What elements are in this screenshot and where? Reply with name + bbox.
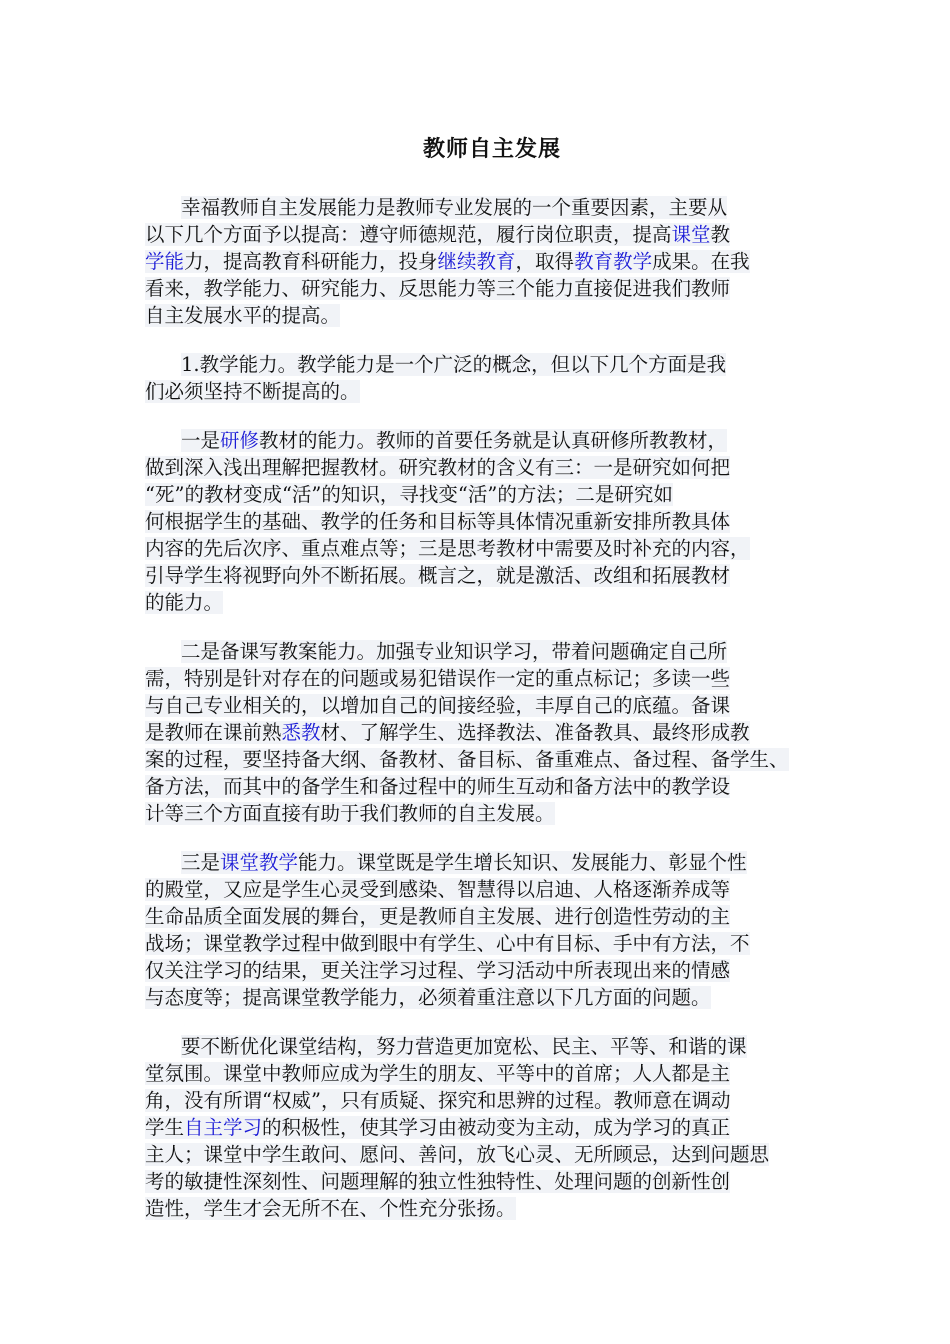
text-line [145, 638, 815, 665]
text-line [145, 1195, 815, 1222]
text-line-content: 引导学生将视野向外不断拓展。概言之，就是激活、改组和拓展教材 [145, 564, 731, 587]
keyword-link[interactable]: 研修 [220, 429, 260, 452]
text-line-content: 仅关注学习的结果，更关注学习过程、学习活动中所表现出来的情感 [145, 959, 731, 982]
text-line-content: 造性，学生才会无所不在、个性充分张扬。 [145, 1197, 516, 1220]
text-line [145, 1114, 815, 1141]
paragraph [145, 1033, 815, 1222]
text-line [145, 378, 815, 405]
text-line-content: 是教师在课前熟悉教材、了解学生、选择教法、准备教具、最终形成教 [145, 721, 750, 744]
text-line [145, 800, 815, 827]
text-line-content: 案的过程，要坚持备大纲、备教材、备目标、备重难点、备过程、备学生、 [145, 748, 789, 771]
paragraph [145, 351, 815, 405]
text-line-content: 以下几个方面予以提高：遵守师德规范，履行岗位职责，提高课堂教 [145, 223, 731, 246]
text-line-content: 战场；课堂教学过程中做到眼中有学生、心中有目标、手中有方法，不 [145, 932, 750, 955]
text-line-content: 的能力。 [145, 591, 224, 614]
keyword-link[interactable]: 教育教学 [574, 250, 653, 273]
text-line-content: 自主发展水平的提高。 [145, 304, 341, 327]
paragraph [145, 638, 815, 827]
text-line [145, 665, 815, 692]
text-line-content: 做到深入浅出理解把握教材。研究教材的含义有三：一是研究如何把 [145, 456, 731, 479]
text-line-content: 与自己专业相关的，以增加自己的间接经验，丰厚自己的底蕴。备课 [145, 694, 731, 717]
text-line [145, 302, 815, 329]
text-line [145, 562, 815, 589]
keyword-link[interactable]: 课堂 [671, 223, 711, 246]
text-line [145, 194, 815, 221]
text-line-content: 要不断优化课堂结构，努力营造更加宽松、民主、平等、和谐的课 [181, 1035, 747, 1058]
text-line [145, 351, 815, 378]
text-line-content: 内容的先后次序、重点难点等；三是思考教材中需要及时补充的内容， [145, 537, 750, 560]
text-line-content: 计等三个方面直接有助于我们教师的自主发展。 [145, 802, 555, 825]
keyword-link[interactable]: 课堂教学 [220, 851, 299, 874]
document-title: 教师自主发展 [422, 137, 561, 162]
keyword-link[interactable]: 自主学习 [184, 1116, 263, 1139]
text-line-content: 与态度等；提高课堂教学能力，必须着重注意以下几方面的问题。 [145, 986, 711, 1009]
text-line [145, 1168, 815, 1195]
text-line [145, 481, 815, 508]
text-line-content: 备方法，而其中的备学生和备过程中的师生互动和备方法中的教学设 [145, 775, 731, 798]
text-line [145, 876, 815, 903]
paragraph [145, 849, 815, 1011]
text-line [145, 903, 815, 930]
text-line-content: 何根据学生的基础、教学的任务和目标等具体情况重新安排所教具体 [145, 510, 731, 533]
text-line-content: 学能力，提高教育科研能力，投身继续教育，取得教育教学成果。在我 [145, 250, 750, 273]
text-line-content: 一是研修教材的能力。教师的首要任务就是认真研修所教教材， [181, 429, 728, 452]
text-line-content: 幸福教师自主发展能力是教师专业发展的一个重要因素，主要从 [181, 196, 728, 219]
text-line [145, 1087, 815, 1114]
text-line-content: 的殿堂，又应是学生心灵受到感染、智慧得以启迪、人格逐渐养成等 [145, 878, 731, 901]
text-line [145, 1141, 815, 1168]
text-line [145, 248, 815, 275]
text-line-content: 学生自主学习的积极性，使其学习由被动变为主动，成为学习的真正 [145, 1116, 731, 1139]
text-line [145, 508, 815, 535]
text-line-content: 主人；课堂中学生敢问、愿问、善问，放飞心灵、无所顾忌，达到问题思 [145, 1143, 770, 1166]
text-line [145, 930, 815, 957]
paragraph [145, 427, 815, 616]
text-line [145, 589, 815, 616]
text-line-content: 1.教学能力。教学能力是一个广泛的概念，但以下几个方面是我 [181, 353, 727, 376]
keyword-link[interactable]: 学能 [145, 250, 185, 273]
text-line [145, 746, 815, 773]
text-line [145, 454, 815, 481]
text-line [145, 719, 815, 746]
text-line-content: “死”的教材变成“活”的知识，寻找变“活”的方法；二是研究如 [145, 483, 673, 506]
text-line-content: 需，特别是针对存在的问题或易犯错误作一定的重点标记；多读一些 [145, 667, 731, 690]
text-line [145, 984, 815, 1011]
text-line [145, 957, 815, 984]
text-line-content: 三是课堂教学能力。课堂既是学生增长知识、发展能力、彰显个性 [181, 851, 747, 874]
document-body [145, 194, 815, 1244]
text-line [145, 535, 815, 562]
text-line-content: 们必须坚持不断提高的。 [145, 380, 360, 403]
text-line [145, 221, 815, 248]
keyword-link[interactable]: 悉教 [281, 721, 321, 744]
text-line [145, 692, 815, 719]
text-line [145, 1060, 815, 1087]
text-line [145, 773, 815, 800]
keyword-link[interactable]: 继续教育 [437, 250, 516, 273]
text-line-content: 看来，教学能力、研究能力、反思能力等三个能力直接促进我们教师 [145, 277, 731, 300]
text-line-content: 堂氛围。课堂中教师应成为学生的朋友、平等中的首席；人人都是主 [145, 1062, 731, 1085]
text-line-content: 角，没有所谓“权威”，只有质疑、探究和思辨的过程。教师意在调动 [145, 1089, 731, 1112]
text-line [145, 427, 815, 454]
text-line-content: 生命品质全面发展的舞台，更是教师自主发展、进行创造性劳动的主 [145, 905, 731, 928]
text-line [145, 275, 815, 302]
text-line-content: 考的敏捷性深刻性、问题理解的独立性独特性、处理问题的创新性创 [145, 1170, 731, 1193]
text-line [145, 849, 815, 876]
paragraph [145, 194, 815, 329]
text-line [145, 1033, 815, 1060]
text-line-content: 二是备课写教案能力。加强专业知识学习，带着问题确定自己所 [181, 640, 728, 663]
